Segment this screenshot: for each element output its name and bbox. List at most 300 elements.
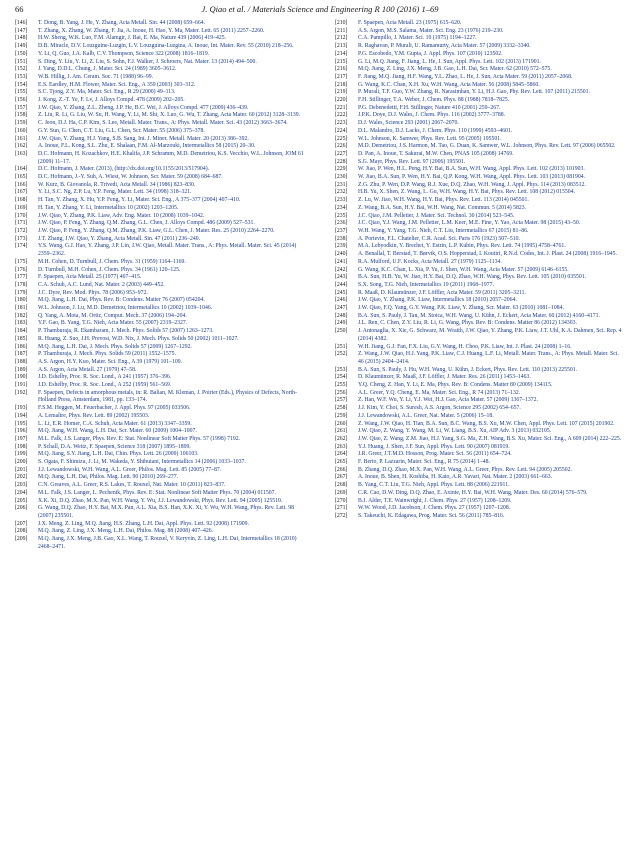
reference-number: [179] (15, 289, 28, 296)
reference-entry (15, 120, 305, 128)
reference-link[interactable]: E.S. Eardley, H.M. Flower, Mater. Sci. Eng., A 359 (2003) 303–312. (38, 81, 196, 88)
reference-link[interactable]: S. Ding, Y. Liu, Y. Li, Z. Liu, S. Sohn, F.J. Walker, J. Schroers, Nat. Mater. 13 (2014) 494–500. (38, 58, 257, 65)
reference-link[interactable]: Z. Han, W.F. Wu, Y. Li, Y.J. Wei, H.J. Gao, Acta Mater. 57 (2009) 1367–1372. (358, 397, 538, 404)
reference-link[interactable]: S.C. Tjong, Z.Y. Ma, Mater. Sci. Eng., R 29 (2000) 49–113. (38, 89, 176, 96)
reference-link[interactable]: P.G. Escobedo, Y.M. Gupta, J. Appl. Phys. 107 (2010) 123502. (358, 50, 503, 57)
reference-link[interactable]: B.A. Sun, S. Pauly, J. Hu, W.H. Wang, U. Kühn, J. Eckert, Phys. Rev. Lett. 110 (2013) 225501. (358, 366, 578, 373)
reference-number: [265] (335, 459, 348, 466)
reference-number: [155] (15, 89, 28, 96)
reference-link[interactable]: J.L. Ren, C. Chen, Z.Y. Liu, R. Li, G. Wang, Phys. Rev. B: Condens. Matter 86 (2012) 134303. (358, 320, 577, 327)
reference-link[interactable]: A. Portevin, F.L. Chatelier, C.R. Acad. Sci. Paris 176 (1923) 507–510. (358, 235, 520, 242)
reference-link[interactable]: D.J. Wales, Science 293 (2001) 2067–2070. (358, 120, 459, 127)
reference-number: [152] (15, 66, 28, 73)
reference-link[interactable]: R. Huang, Z. Suo, J.H. Prevost, W.D. Nix, J. Mech. Phys. Solids 50 (2002) 1011–1027. (38, 335, 239, 342)
reference-number: [161] (15, 135, 28, 142)
reference-entry (335, 305, 625, 313)
reference-entry (335, 43, 625, 51)
reference-number: [207] (15, 520, 28, 527)
reference-link[interactable]: W.B. Hillig, J. Am. Ceram. Soc. 71 (1988) 96–99. (38, 73, 154, 80)
reference-entry (15, 359, 305, 367)
reference-number: [250] (335, 328, 348, 335)
reference-link[interactable]: B. Yang, C.T. Liu, T.G. Nieh, Appl. Phys. Lett. 88 (2006) 221911. (358, 482, 510, 489)
reference-link[interactable]: Z. Liu, R. Li, G. Liu, W. Su, H. Wang, Y. Li, M. Shi, X. Luo, G. Wu, T. Zhang, Acta Mater. 60 (2012) 3128–3139. (38, 112, 301, 119)
reference-link[interactable]: D.B. Miracle, D.V. Louzguine-Luzgin, L.V. Louzguina-Luzgina, A. Inoue, Int. Mater. Rev. 55 (2010) 218–256. (38, 43, 294, 50)
reference-link[interactable]: G.Y. Sun, G. Chen, C.T. Liu, G.L. Chen, Scr. Mater. 55 (2006) 375–378. (38, 127, 205, 134)
reference-number: [197] (15, 435, 28, 442)
reference-entry (335, 20, 625, 28)
reference-link[interactable]: P. Thamburaja, R. Ekambaram, J. Mech. Phys. Solids 57 (2007) 1263–1273. (38, 328, 214, 335)
reference-link[interactable]: M.Q. Jiang, L.H. Dai, J. Mech. Phys. Solids 57 (2009) 1267–1292. (38, 343, 192, 350)
reference-number: [267] (335, 474, 348, 481)
reference-number: [253] (335, 366, 348, 373)
reference-link[interactable]: J.J. Lewandowski, A.L. Greer, Nat. Mater. 5 (2006) 15–18. (358, 412, 494, 419)
reference-link[interactable]: J.W. Qiao, P. Feng, Y. Zhang, Q.M. Zhang, G.L. Chen, J. Alloys Compd. 486 (2009) 527–531. (38, 220, 255, 227)
reference-link[interactable]: J.C. Qiao, J.M. Pelletier, J. Mater. Sci. Technol. 30 (2014) 523–545. (358, 212, 515, 219)
reference-entry (15, 43, 305, 51)
reference-number: [249] (335, 320, 348, 327)
reference-link[interactable]: R. Maaß, D. Klaumünzer, J.F. Löffler, Acta Mater. 59 (2011) 3205–3211. (358, 289, 526, 296)
reference-link[interactable]: J.W. Qiao, Y. Zhang, H.J. Yang, S.B. Sang, Int. J. Miner. Metall. Mater. 20 (2013) 386–392. (38, 135, 249, 142)
reference-link[interactable]: H. Tan, Y. Zhang, X. Hu, Y.P. Feng, Y. Li, Mater. Sci. Eng., A 375–377 (2004) 407–410. (38, 197, 241, 204)
reference-number: [153] (15, 73, 28, 80)
references-right-column (335, 20, 625, 521)
reference-link[interactable]: M.L. Falk, J.S. Langer, L. Pechenik, Phys. Rev. E: Stat. Nonlinear Soft Matter Phys. 70 (2004) 011507. (38, 489, 276, 496)
reference-number: [192] (15, 389, 28, 396)
reference-entry (15, 197, 305, 205)
reference-link[interactable]: X.K. Xi, D.Q. Zhao, M.X. Pan, W.H. Wang, Y. Wu, J.J. Lewandowski, Phys. Rev. Lett. 94 (2005) 125510. (38, 497, 283, 504)
reference-entry (335, 274, 625, 282)
reference-link[interactable]: W. Jiao, B.A. Sun, P. Wen, H.Y. Bai, Q.P. Kong, W.H. Wang, Appl. Phys. Lett. 103 (2013) 081904. (358, 174, 586, 181)
reference-entry (335, 397, 625, 405)
reference-entry (15, 451, 305, 459)
reference-link[interactable]: D.C. Hofmann, J. Mater. (2013), (http://dx.doi.org/10.1155/2013/517904). (38, 166, 210, 173)
reference-link[interactable]: M.Q. Jiang, Z. Ling, J.X. Meng, L.H. Dai, Philos. Mag. 88 (2008) 407–426. (38, 528, 214, 535)
reference-link[interactable]: S. Takeuchi, K. Edagawa, Prog. Mater. Sci. 56 (2011) 785–816. (358, 513, 505, 519)
reference-number: [217] (335, 73, 348, 80)
reference-number: [272] (335, 513, 348, 519)
reference-link[interactable]: M.Q. Jiang, L.H. Dai, Philos. Mag. Lett. 90 (2010) 269–277. (38, 474, 179, 481)
reference-entry (335, 282, 625, 290)
reference-link[interactable]: J.R. Greer, J.T.M.D. Hosson, Prog. Mater. Sci. 56 (2011) 654–724. (358, 451, 512, 458)
reference-link[interactable]: D.C. Hofmann, H. Kozachkov, H.E. Khalifa, J.P. Schramm, M.D. Demetriou, K.S. Vecchio, W.L. Johnson, JOM 61 (2009) 11–17. (38, 150, 304, 165)
reference-link[interactable]: S. Ogata, F. Shimizu, J. Li, M. Wakeda, Y. Shibutani, Intermetallics 14 (2006) 1033–1037. (38, 459, 246, 466)
reference-number: [205] (15, 497, 28, 504)
reference-number: [258] (335, 405, 348, 412)
reference-number: [148] (15, 35, 28, 42)
reference-link[interactable]: C.A. Pampillo, J. Mater. Sci. 10 (1975) 1194–1227. (358, 35, 477, 42)
reference-number: [163] (15, 150, 28, 157)
reference-number: [262] (335, 435, 348, 442)
reference-number: [248] (335, 312, 348, 319)
reference-link[interactable]: L. Li, E.R. Homer, C.A. Schuh, Acta Mater. 61 (2013) 3347–3359. (38, 420, 192, 427)
reference-entry (15, 536, 305, 551)
reference-link[interactable]: W. Jiao, P. Wen, H.L. Peng, H.Y. Bai, B.A. Sun, W.H. Wang, Appl. Phys. Lett. 102 (2013) 101903. (358, 166, 585, 173)
reference-link[interactable]: J.W. Qiao, Z. Wang, Z.M. Jiao, H.J. Yang, S.G. Ma, Z.H. Wang, B.S. Xu, Mater. Sci. Eng., A 609 (2014) 222–225. (358, 435, 622, 442)
reference-number: [154] (15, 81, 28, 88)
reference-link[interactable]: P. Schall, D.A. Weitz, F. Spaepen, Science 318 (2007) 1895–1899. (38, 443, 191, 450)
reference-link[interactable]: Y.S. Wang, G.J. Hao, Y. Zhang, J.P. Lin, J.W. Qiao, Metall. Mater. Trans., A: Phys. Metall. Mater. Sci. 45 (2014) 2359–2362. (38, 243, 297, 258)
reference-number: [146] (15, 20, 28, 26)
reference-link[interactable]: J.T. Zhang, J.W. Qiao, Y. Zhang, Acta Metall. Sin. 47 (2011) 236–240. (38, 235, 201, 242)
reference-link[interactable]: F.H. Stillinger, T.A. Weber, J. Chem. Phys. 88 (1988) 7818–7825. (358, 97, 510, 104)
reference-link[interactable]: M.Q. Jiang, S.Y. Jiang, L.H. Dai, Chin. Phys. Lett. 26 (2009) 106103. (38, 451, 199, 458)
reference-entry (15, 74, 305, 82)
reference-number: [259] (335, 412, 348, 419)
reference-number: [247] (335, 305, 348, 312)
reference-link[interactable]: Z. Wang, B.A. Sun, H.Y. Bai, W.H. Wang, Nat. Commun. 5 (2014) 5823. (358, 204, 527, 211)
reference-entry (335, 74, 625, 82)
reference-number: [229] (335, 166, 348, 173)
reference-link[interactable]: W.H. Wang, Y. Yang, T.G. Nieh, C.T. Liu, Intermetallics 67 (2015) 81–86. (358, 227, 529, 234)
reference-number: [178] (15, 281, 28, 288)
reference-number: [209] (15, 536, 28, 543)
reference-entry (15, 505, 305, 520)
reference-link[interactable]: J.P.K. Doye, D.J. Wales, J. Chem. Phys. 116 (2002) 3777–3788. (358, 112, 506, 119)
reference-number: [175] (15, 258, 28, 265)
reference-link[interactable]: J.W. Qiao, Y. Zhang, Z.L. Zheng, J.P. He, B.C. Wei, J. Alloys Compd. 477 (2009) 436–439. (38, 104, 249, 111)
reference-entry (335, 97, 625, 105)
reference-entry (335, 382, 625, 390)
reference-number: [228] (335, 158, 348, 165)
reference-link[interactable]: R.A. Mulford, U.F. Kocks, Acta Metall. 27 (1979) 1125–1134. (358, 258, 502, 265)
reference-entry (335, 243, 625, 251)
reference-link[interactable]: M.Q. Jiang, Z. Ling, J.X. Meng, J.B. Gao, L.H. Dai, Scr. Mater. 62 (2010) 572–575. (358, 66, 552, 73)
reference-number: [214] (335, 50, 348, 57)
reference-number: [211] (335, 27, 348, 34)
reference-link[interactable]: B.J. Alder, T.E. Wainwright, J. Chem. Phys. 27 (1957) 1208–1209. (358, 497, 512, 504)
reference-number: [186] (15, 343, 28, 350)
reference-entry (335, 482, 625, 490)
reference-number: [158] (15, 112, 28, 119)
reference-link[interactable]: J.J. Kim, Y. Choi, S. Suresh, A.S. Argon, Science 295 (2002) 654–657. (358, 405, 521, 412)
reference-link[interactable]: J.W. Qiao, Y. Zhang, P.K. Liaw, Adv. Eng. Mater. 10 (2008) 1039–1042. (38, 212, 205, 219)
running-head: J. Qiao et al. / Materials Science and Engineering R 100 (2016) 1–69 (201, 4, 439, 14)
reference-link[interactable]: H. Tan, Y. Zhang, Y. Li, Intermetallics 10 (2002) 1203–1205. (38, 204, 179, 211)
reference-link[interactable]: A.S. Argon, M.S. Salama, Mater. Sci. Eng. 23 (1976) 219–230. (358, 27, 504, 34)
reference-link[interactable]: M.Q. Jiang, L.H. Dai, Phys. Rev. B: Condens. Matter 76 (2007) 054204. (38, 297, 205, 304)
reference-link[interactable]: T. Dong, B. Yang, J. He, Y. Zhang, Acta Metall. Sin. 44 (2008) 659–664. (38, 20, 206, 26)
references-left-column (15, 20, 305, 552)
reference-number: [261] (335, 428, 348, 435)
reference-link[interactable]: M.Q. Jiang, J.X. Meng, J.B. Gao, X.L. Wang, T. Rouxel, V. Keryvin, Z. Ling, L.H. Dai, Intermetallics 18 (2010) 2468–2471. (38, 536, 297, 550)
reference-entry (335, 328, 625, 343)
reference-number: [183] (15, 320, 28, 327)
reference-number: [245] (335, 289, 348, 296)
reference-number: [221] (335, 104, 348, 111)
reference-link[interactable]: A.S. Argon, Acta Metall. 27 (1979) 47–58. (38, 366, 137, 373)
reference-link[interactable]: Y.J. Huang, J. Shen, J.F. Sun, Appl. Phys. Lett. 90 (2007) 081919. (358, 443, 510, 450)
reference-number: [269] (335, 489, 348, 496)
reference-number: [165] (15, 174, 28, 181)
reference-number: [268] (335, 482, 348, 489)
reference-entry (335, 513, 625, 521)
reference-entry (15, 490, 305, 498)
reference-link[interactable]: M.H. Cohen, D. Turnbull, J. Chem. Phys. 31 (1959) 1164–1169. (38, 258, 186, 265)
reference-number: [266] (335, 466, 348, 473)
reference-entry (335, 228, 625, 236)
reference-entry (335, 128, 625, 136)
reference-entry (15, 498, 305, 506)
reference-number: [215] (335, 58, 348, 65)
reference-entry (15, 282, 305, 290)
reference-number: [222] (335, 112, 348, 119)
reference-number: [220] (335, 97, 348, 104)
reference-link[interactable]: J. Yang, D.D.L. Chung, J. Mater. Sci. 24 (1989) 3605–3612. (38, 66, 177, 73)
reference-number: [159] (15, 120, 28, 127)
reference-entry (15, 528, 305, 536)
reference-link[interactable]: S.G. Mayr, Phys. Rev. Lett. 97 (2006) 195501. (358, 158, 466, 165)
reference-link[interactable]: C.N. Greaves, A.L. Greer, R.S. Lakes, T. Rouxel, Nat. Mater. 10 (2011) 823–837. (38, 482, 226, 489)
reference-number: [169] (15, 204, 28, 211)
reference-number: [263] (335, 443, 348, 450)
reference-link[interactable]: A. Benallal, T. Berstad, T. Børvik, O.S. Hopperstad, I. Koutiri, R.N.d. Codes, Int. J. Plast. 24 (2008) 1916–1945. (358, 251, 617, 258)
reference-number: [176] (15, 266, 28, 273)
reference-number: [212] (335, 35, 348, 42)
reference-entry (15, 97, 305, 105)
reference-link[interactable]: Z. Lu, W. Jiao, W.H. Wang, H.Y. Bai, Phys. Rev. Lett. 113 (2014) 045501. (358, 197, 529, 204)
reference-link[interactable]: P. Murali, T.F. Guo, Y.W. Zhang, R. Narasimhan, Y. Li, H.J. Gao, Phy. Rev. Lett. 107 (2011) 215501. (358, 89, 590, 96)
reference-entry (15, 243, 305, 258)
reference-number: [227] (335, 150, 348, 157)
reference-link[interactable]: Z. Wang, J.W. Qiao, H. Tian, B.A. Sun, B.C. Wang, B.S. Xu, M.W. Chen, Appl. Phys. Lett. 107 (2015) 201902. (358, 420, 615, 427)
reference-number: [199] (15, 451, 28, 458)
reference-number: [223] (335, 120, 348, 127)
reference-number: [239] (335, 243, 348, 250)
reference-link[interactable]: W.L. Johnson, J. Lu, M.D. Demetriou, Intermetallics 10 (2002) 1039–1046. (38, 305, 213, 312)
reference-number: [172] (15, 227, 28, 234)
reference-entry (335, 413, 625, 421)
reference-number: [242] (335, 266, 348, 273)
reference-entry (335, 259, 625, 267)
reference-number: [168] (15, 197, 28, 204)
reference-entry (15, 259, 305, 267)
reference-number: [167] (15, 189, 28, 196)
reference-number: [173] (15, 235, 28, 242)
reference-entry (335, 205, 625, 213)
reference-link[interactable]: B.A. Sun, S. Pauly, J. Tan, M. Stoica, W.H. Wang, U. Kühn, J. Eckert, Acta Mater. 60 (2012) 4160–4171. (358, 312, 600, 319)
reference-link[interactable]: J.X. Meng, Z. Ling, M.Q. Jiang, H.S. Zhang, L.H. Dai, Appl. Phys. Lett. 92 (2008) 171909. (38, 520, 249, 527)
reference-number: [218] (335, 81, 348, 88)
reference-number: [234] (335, 204, 348, 211)
reference-entry (15, 374, 305, 382)
reference-number: [206] (15, 505, 28, 512)
reference-number: [193] (15, 405, 28, 412)
reference-link[interactable]: J.W. Qiao, F.Q. Yang, G.Y. Wang, P.K. Liaw, Y. Zhang, Scr. Mater. 63 (2010) 1081–1084. (358, 305, 564, 312)
reference-number: [252] (335, 351, 348, 358)
reference-number: [246] (335, 297, 348, 304)
reference-link[interactable]: F. Spaepen, Defects in amorphous metals, in: R. Balian, M. Kleman, J. Poirier (Eds.), Physics of Defects, North-Holland Press, Amsterdam, 1981, pp. 133–174. (38, 389, 297, 404)
reference-link[interactable]: C. Jeon, D.J. Ha, C.P. Kim, S. Lee, Metall. Mater. Trans., A: Phys. Metall. Mater. Sci. 43 (2012) 3663–3674. (38, 120, 288, 127)
reference-entry (335, 351, 625, 366)
reference-entry (15, 128, 305, 136)
reference-number: [191] (15, 382, 28, 389)
reference-link[interactable]: W.H. Jiang, G.J. Fan, F.X. Liu, G.Y. Wang, H. Choo, P.K. Liaw, Int. J. Plast. 24 (2008) 1–16. (358, 343, 572, 350)
reference-entry (335, 505, 625, 513)
reference-link[interactable]: F. Jiang, M.Q. Jiang, H.F. Wang, Y.L. Zhao, L. He, J. Sun, Acta Mater. 59 (2011) 2057–2068. (358, 73, 573, 80)
reference-link[interactable]: J.W. Qiao, Y. Zhang, P.K. Liaw, Intermetallics 18 (2010) 2057–2064. (358, 297, 517, 304)
reference-number: [238] (335, 235, 348, 242)
page-number: 66 (15, 4, 24, 14)
reference-number: [237] (335, 227, 348, 234)
reference-link[interactable]: S.X. Song, T.G. Nieh, Intermetallics 19 (2011) 1968–1977. (358, 281, 494, 288)
reference-link[interactable]: P.G. Debenedetti, F.H. Stillinger, Nature 410 (2001) 259–267. (358, 104, 501, 111)
reference-link[interactable]: G. Wang, K.C. Chan, L. Xia, P. Yu, J. Shen, W.H. Wang, Acta Mater. 57 (2009) 6146–6155. (358, 266, 569, 273)
reference-link[interactable]: B. Zhang, D.Q. Zhao, M.X. Pan, W.H. Wang, A.L. Greer, Phys. Rev. Lett. 94 (2005) 205502. (358, 466, 572, 473)
reference-entry (335, 297, 625, 305)
reference-entry (15, 220, 305, 228)
reference-link[interactable]: B.A. Sun, H.B. Yu, W. Jiao, H.Y. Bai, D.Q. Zhao, W.H. Wang, Phys. Rev. Lett. 105 (2010) 035501. (358, 274, 587, 281)
reference-entry (335, 428, 625, 436)
reference-number: [188] (15, 358, 28, 365)
reference-link[interactable]: J.C. Qiao, Y.J. Wang, J.M. Pelletier, L.M. Keer, M.E. Fine, Y. Yao, Acta Mater. 98 (2015) 43–50. (358, 220, 581, 227)
reference-entry (335, 436, 625, 444)
reference-link[interactable]: A.L. Greer, Y.Q. Cheng, E. Ma, Mater. Sci. Eng., R 74 (2013) 71–132. (358, 389, 521, 396)
reference-link[interactable]: F. Spaepen, Acta Metall. 23 (1975) 615–620. (358, 20, 462, 26)
reference-number: [216] (335, 66, 348, 73)
reference-link[interactable]: Y. Li, Q. Guo, J.A. Kalb, C.V. Thompson, Science 322 (2008) 1816–1819. (38, 50, 210, 57)
reference-link[interactable]: D. Turnbull, M.H. Cohen, J. Chem. Phys. 34 (1961) 120–125. (38, 266, 181, 273)
reference-number: [230] (335, 174, 348, 181)
reference-entry (15, 274, 305, 282)
reference-link[interactable]: F.S.M. Heggen, M. Feuerbacher, J. Appl. Phys. 97 (2005) 033506. (38, 405, 191, 412)
reference-entry (15, 336, 305, 344)
reference-link[interactable]: J.W. Qiao, Z. Wang, Y. Wang, M. Li, W. Liang, B.S. Xu, AIP Adv. 3 (2013) 032105. (358, 428, 552, 435)
reference-number: [200] (15, 459, 28, 466)
reference-link[interactable]: J. Antonaglia, X. Xie, G. Schwarz, M. Wraith, J.W. Qiao, Y. Zhang, P.K. Liaw, J.T. Uhl, K.A. Dahmen, Sci. Rep. 4 (2014) 4382. (358, 328, 622, 342)
reference-number: [213] (335, 43, 348, 50)
reference-link[interactable]: W.W. Wood, J.D. Jacobson, J. Chem. Phys. 27 (1957) 1207–1208. (358, 505, 511, 512)
reference-entry (335, 51, 625, 59)
reference-entry (15, 66, 305, 74)
reference-link[interactable]: A.S. Argon, H.Y. Kuo, Mater. Sci. Eng., A 39 (1979) 101–109. (38, 358, 183, 365)
reference-number: [171] (15, 220, 28, 227)
reference-link[interactable]: A. Lemaître, Phys. Rev. Lett. 89 (2002) 195503. (38, 412, 150, 419)
reference-number: [190] (15, 374, 28, 381)
reference-entry (335, 459, 625, 467)
reference-number: [224] (335, 127, 348, 134)
reference-number: [194] (15, 412, 28, 419)
reference-number: [236] (335, 220, 348, 227)
reference-number: [201] (15, 466, 28, 473)
reference-entry (15, 405, 305, 413)
reference-entry (335, 120, 625, 128)
reference-number: [254] (335, 374, 348, 381)
reference-link[interactable]: Q. Yang, A. Mota, M. Ortiz, Comput. Mech. 37 (2006) 194–204. (38, 312, 187, 319)
reference-entry (15, 482, 305, 490)
reference-number: [195] (15, 420, 28, 427)
reference-link[interactable]: G. Li, M.Q. Jiang, F. Jiang, L. He, J. Sun, Appl. Phys. Lett. 102 (2013) 171901. (358, 58, 541, 65)
reference-number: [147] (15, 27, 28, 34)
reference-link[interactable]: W.L. Johnson, K. Samwer, Phys. Rev. Lett. 95 (2005) 195501. (358, 135, 502, 142)
reference-link[interactable]: F. Spaepen, Acta Metall. 25 (1977) 407–415. (38, 274, 142, 281)
reference-number: [231] (335, 181, 348, 188)
reference-number: [264] (335, 451, 348, 458)
reference-number: [150] (15, 50, 28, 57)
reference-link[interactable]: P. Thamburaja, J. Mech. Phys. Solids 59 (2011) 1552–1575. (38, 351, 176, 358)
reference-entry (15, 351, 305, 359)
reference-entry (15, 174, 305, 182)
reference-entry (335, 344, 625, 352)
reference-link[interactable]: Y. Li, S.C. Ng, Z.P. Lu, Y.P. Feng, Mater. Lett. 34 (1998) 318–321. (38, 189, 192, 196)
reference-link[interactable]: Y.F. Gao, B. Yang, T.G. Nieh, Acta Mater. 55 (2007) 2319–2327. (38, 320, 188, 327)
reference-link[interactable]: J.D. Eshelby, Proc. R. Soc. Lond., A 241 (1957) 376–396. (38, 374, 172, 381)
reference-link[interactable]: Y.Q. Cheng, Z. Han, Y. Li, E. Ma, Phys. Rev. B: Condens. Matter 80 (2009) 134115. (358, 382, 553, 389)
reference-entry (335, 320, 625, 328)
reference-number: [219] (335, 89, 348, 96)
reference-entry (15, 428, 305, 436)
reference-link[interactable]: A. Inoue, B. Shen, H. Koshiba, H. Kato, A.R. Yavari, Nat. Mater. 2 (2003) 661–663. (358, 474, 553, 481)
reference-entry (15, 205, 305, 213)
reference-link[interactable]: H.B. Yu, X. Shen, Z. Wang, L. Gu, W.H. Wang, H.Y. Bai, Phys. Rev. Lett. 108 (2012) 015504. (358, 189, 575, 196)
reference-number: [256] (335, 389, 348, 396)
reference-number: [196] (15, 428, 28, 435)
reference-link[interactable]: M.L. Falk, J.S. Langer, Phys. Rev. E: Stat. Nonlinear Soft Matter Phys. 57 (1998) 7192. (38, 435, 241, 442)
reference-entry (15, 320, 305, 328)
page-header (15, 4, 625, 16)
reference-link[interactable]: D. Klaumünzer, R. Maaß, J.F. Löffler, J. Mater. Res. 26 (2011) 1453–1463. (358, 374, 531, 381)
reference-link[interactable]: G. Wang, K.C. Chan, X.H. Xu, W.H. Wang, Acta Mater. 56 (2008) 5845–5860. (358, 81, 540, 88)
reference-entry (15, 166, 305, 174)
reference-number: [187] (15, 351, 28, 358)
reference-entry (15, 112, 305, 120)
reference-link[interactable]: C.R. Cao, D.W. Ding, D.Q. Zhao, E. Axinte, H.Y. Bai, W.H. Wang, Mater. Des. 60 (2014) 576–579. (358, 489, 588, 496)
reference-number: [162] (15, 143, 28, 150)
reference-number: [160] (15, 127, 28, 134)
reference-link[interactable]: F. Berto, P. Lazzarin, Mater. Sci. Eng., R 75 (2014) 1–48. (358, 459, 490, 466)
reference-link[interactable]: D.C. Hofmann, J.-Y. Suh, A. Wiest, W. Johnson, Scr. Mater. 59 (2008) 684–687. (38, 174, 223, 181)
reference-link[interactable]: G. Wang, D.Q. Zhao, H.Y. Bai, M.X. Pan, A.L. Xia, B.S. Han, X.K. Xi, Y. Wu, W.H. Wang, Phys. Rev. Lett. 98 (2007) 235501. (38, 505, 294, 519)
reference-number: [233] (335, 197, 348, 204)
reference-link[interactable]: J.W. Qiao, P. Feng, Y. Zhang, Q.M. Zhang, P.K. Liaw, G.L. Chen, J. Mater. Res. 25 (2010) 2264–2270. (38, 227, 275, 234)
reference-link[interactable]: D.L. Malandro, D.J. Lacks, J. Chem. Phys. 110 (1999) 4593–4601. (358, 127, 513, 134)
reference-link[interactable]: J. Kong, Z.-T. Ye, F. Lv, J. Alloys Compd. 478 (2009) 202–205. (38, 97, 185, 104)
reference-link[interactable]: M.D. Demetriou, J.S. Harmon, M. Tao, G. Duan, K. Samwer, W.L. Johnson, Phys. Rev. Lett. 97 (2006) 065502. (358, 143, 616, 150)
reference-link[interactable]: D. Pan, A. Inoue, T. Sakurai, M.W. Chen, PNAS 105 (2008) 14769. (358, 150, 514, 157)
reference-link[interactable]: T. Zhang, X. Zhang, W. Zhang, F. Jia, A. Inoue, H. Hao, Y. Ma, Mater. Lett. 65 (2011) 2257–2260. (38, 27, 265, 34)
reference-link[interactable]: A. Inoue, F.L. Kong, S.L. Zhu, E. Shalaan, F.M. Al-Marzouki, Intermetallics 58 (2015) 20–30. (38, 143, 256, 150)
reference-entry (15, 297, 305, 305)
reference-link[interactable]: Z.G. Zhu, P. Wen, D.P. Wang, R.J. Xue, D.Q. Zhao, W.H. Wang, J. Appl. Phys. 114 (2013) 083512. (358, 181, 586, 188)
reference-entry (335, 143, 625, 151)
reference-link[interactable]: R. Raghavan, P. Murali, U. Ramamurty, Acta Mater. 57 (2009) 3332–3340. (358, 43, 531, 50)
reference-entry (15, 35, 305, 43)
reference-link[interactable]: J.D. Eshelby, Proc. R. Soc. Lond., A 252 (1959) 561–569. (38, 382, 172, 389)
reference-entry (335, 151, 625, 159)
reference-number: [240] (335, 251, 348, 258)
reference-link[interactable]: J.C. Dyre, Rev. Mod. Phys. 78 (2006) 953–972. (38, 289, 148, 296)
reference-link[interactable]: H.W. Sheng, W.K. Luo, F.M. Alamgir, J. Bai, E. Ma, Nature 439 (2006) 419–425. (38, 35, 227, 42)
reference-number: [257] (335, 397, 348, 404)
reference-number: [157] (15, 104, 28, 111)
reference-number: [270] (335, 497, 348, 504)
reference-number: [174] (15, 243, 28, 250)
reference-entry (335, 197, 625, 205)
reference-entry (15, 413, 305, 421)
reference-number: [203] (15, 482, 28, 489)
reference-link[interactable]: C.A. Schuh, A.C. Lund, Nat. Mater. 2 (2003) 449–452. (38, 281, 165, 288)
reference-link[interactable]: J.J. Lewandowski, W.H. Wang, A.L. Greer, Philos. Mag. Lett. 85 (2005) 77–87. (38, 466, 222, 473)
reference-link[interactable]: W. Kurz, B. Giovanola, R. Trivedi, Acta Metall. 34 (1986) 823–830. (38, 181, 196, 188)
reference-number: [226] (335, 143, 348, 150)
reference-entry (15, 89, 305, 97)
reference-link[interactable]: M.Q. Jiang, W.H. Wang, L.H. Dai, Scr. Mater. 60 (2009) 1004–1007. (38, 428, 197, 435)
reference-link[interactable]: M.A. Lebyodkin, Y. Brechet, Y. Estrin, L.P. Kubin, Phys. Rev. Lett. 74 (1995) 4758–4761. (358, 243, 566, 250)
reference-entry (15, 143, 305, 151)
reference-entry (335, 490, 625, 498)
reference-number: [151] (15, 58, 28, 65)
reference-link[interactable]: Z. Wang, J.W. Qiao, H.J. Yang, P.K. Liaw, C.J. Huang, L.F. Li, Metall. Mater. Trans., A: Phys. Metall. Mater. Sci. 46 (2015) 2404–2414. (358, 351, 619, 365)
reference-entry (15, 228, 305, 236)
